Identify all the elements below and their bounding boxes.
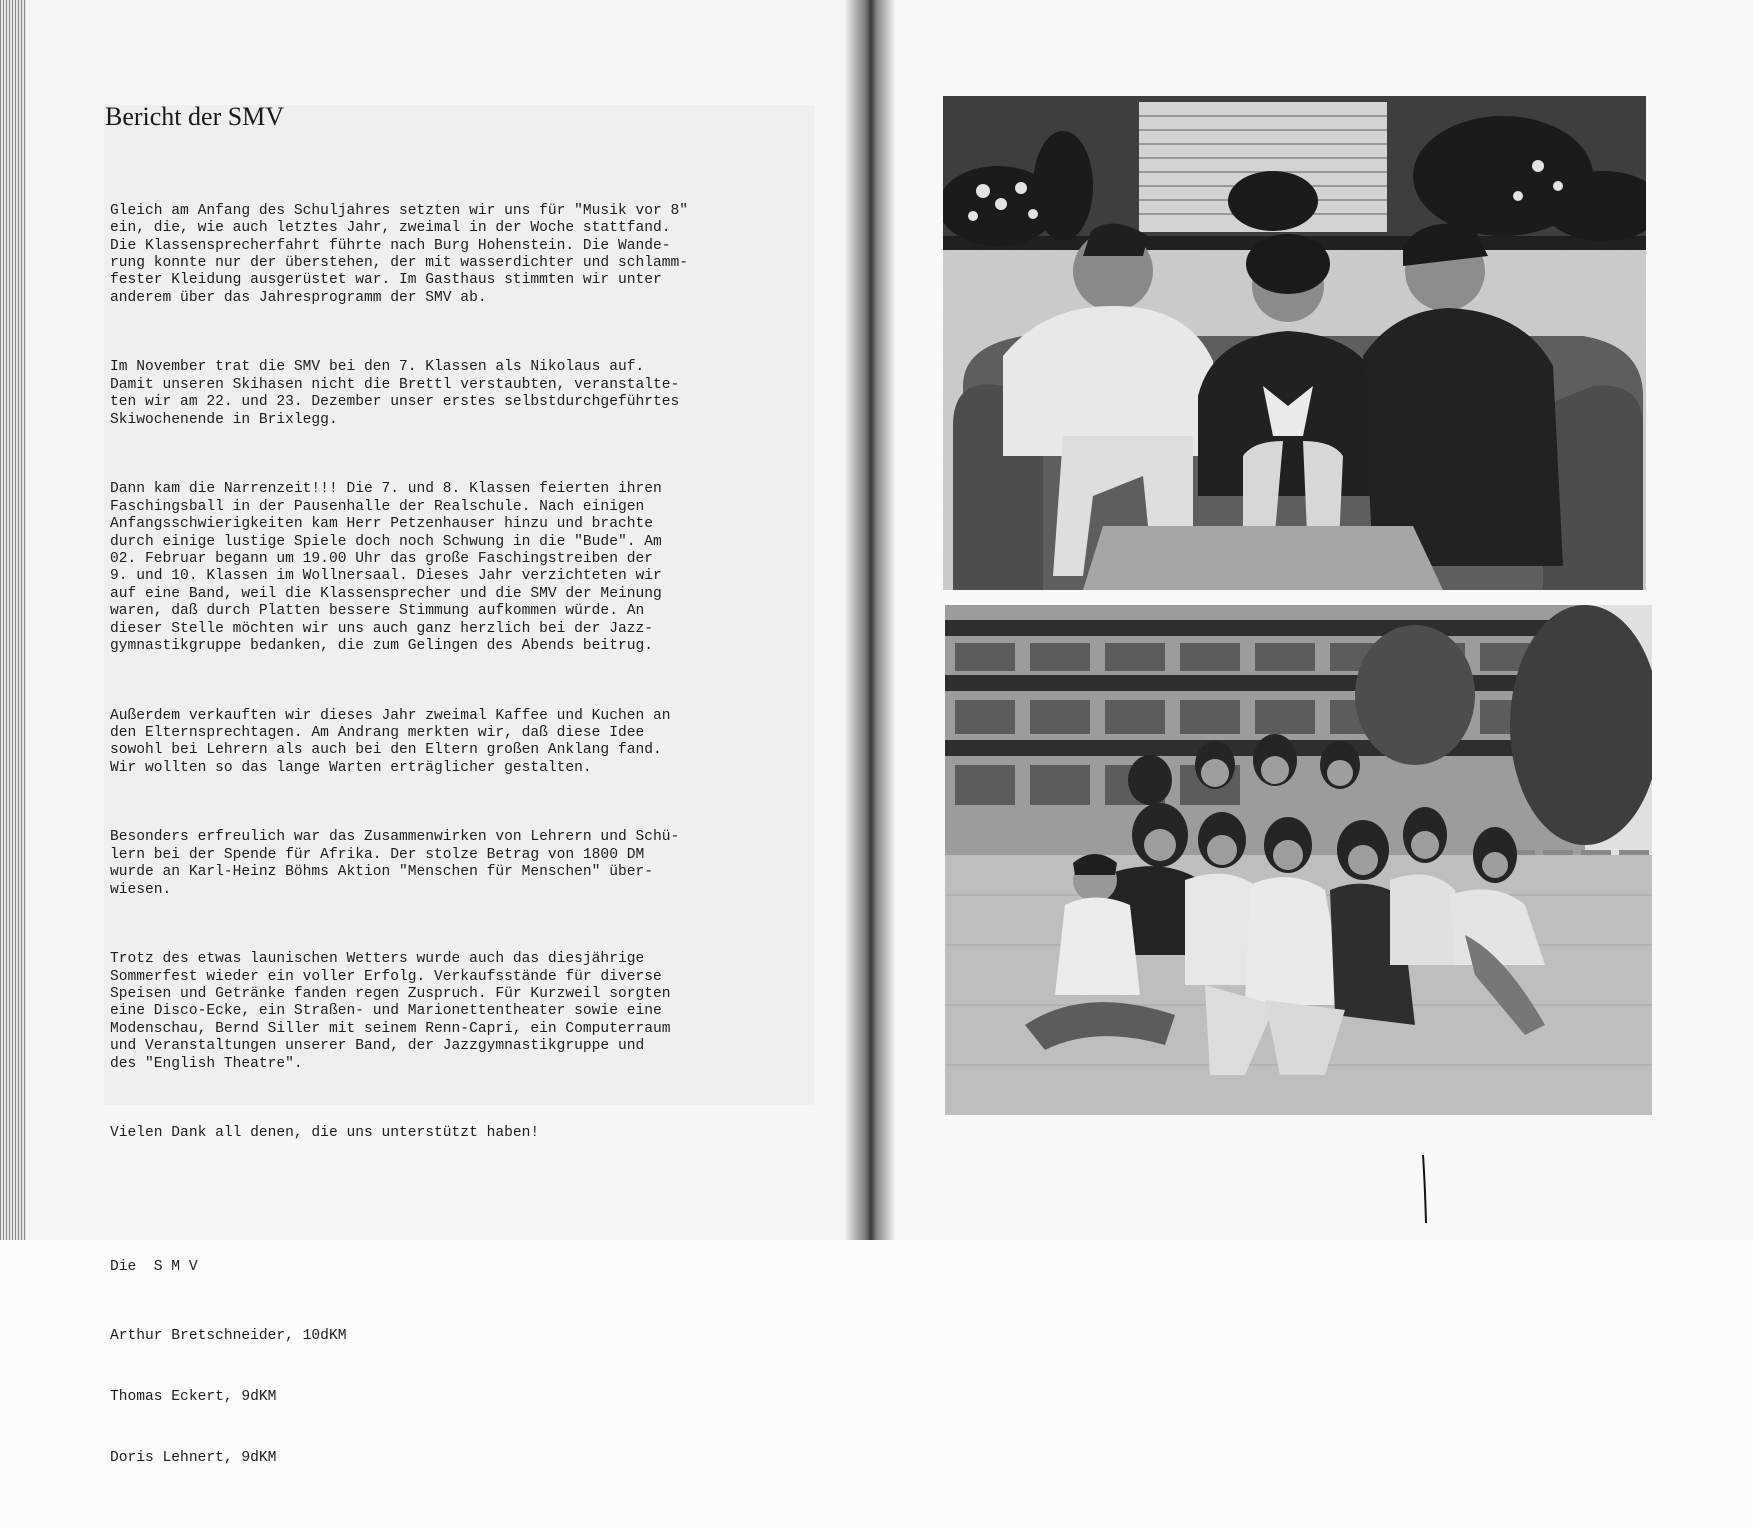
photo-group-in-schoolyard bbox=[945, 605, 1652, 1115]
signer-name: Arthur Bretschneider, 10dKM bbox=[110, 1328, 347, 1345]
photo-students-on-sofa bbox=[943, 96, 1646, 590]
pen-stroke-mark bbox=[1422, 1155, 1428, 1223]
paragraph-sommerfest: Trotz des etwas launischen Wetters wurde auch das diesjährige Sommerfest wieder ein voller Erfolg. Verkaufsstände für diverse Speisen und Getränke fanden regen Zuspruch. Für Kurzweil sorgten eine Disco-Ecke, ein Straßen- und Marionettentheater sowie eine Modenschau, Bernd Siller mit seinem Renn-Capri, ein Computerraum und Veranstaltungen unserer Band, der Jazzgymnastikgruppe und des "English Theatre". bbox=[110, 951, 671, 1072]
page-title: Bericht der SMV bbox=[105, 102, 285, 131]
paragraph-spende-afrika: Besonders erfreulich war das Zusammenwirken von Lehrern und Schü- lern bei der Spende für Afrika. Der stolze Betrag von 1800 DM wurde an Karl-Heinz Böhms Aktion "Menschen für Menschen" über- wiesen. bbox=[110, 829, 680, 898]
paragraph-kaffee-kuchen: Außerdem verkauften wir dieses Jahr zweimal Kaffee und Kuchen an den Elternsprechtagen. Am Andrang merkten wir, daß diese Idee sowohl bei Lehrern als auch bei den Eltern großen Anklang fand. Wir wollten so das lange Warten erträglicher gestalten. bbox=[110, 707, 671, 776]
closing-line: Die S M V bbox=[110, 1258, 198, 1275]
signer-name: Doris Lehnert, 9dKM bbox=[110, 1449, 277, 1466]
paragraph-fasching: Dann kam die Narrenzeit!!! Die 7. und 8. Klassen feierten ihren Faschingsball in der Pausenhalle der Realschule. Nach einigen Anfangsschwierigkeiten kam Herr Petzenhauser hinzu und brachte durch einige lustige Spiele doch noch Schwung in die "Bude". Am 02. Februar begann um 19.00 Uhr das große Faschingstreiben der 9. und 10. Klassen im Wollnersaal. Dieses Jahr verzichteten wir auf eine Band, weil die Klassensprecher und die SMV der Meinung waren, daß durch Platten bessere Stimmung aufkommen würde. An dieser Stelle möchten wir uns auch ganz herzlich bei der Jazz- gymnastikgruppe bedanken, die zum Gelingen des Abends beitrug. bbox=[110, 481, 662, 654]
signer-name: Thomas Eckert, 9dKM bbox=[110, 1389, 277, 1405]
paragraph-musik-vor-8: Gleich am Anfang des Schuljahres setzten wir uns für "Musik vor 8" ein, die, wie auch letztes Jahr, zweimal in der Woche stattfand. Die Klassensprecherfahrt führte nach Burg Hohenstein. Die Wande- rung konnte nur der überstehen, der mit wasserdichter und schlamm- fester Kleidung ausgerüstet war. Im Gasthaus stimmten wir unter anderem über das Jahresprogramm der SMV ab. bbox=[110, 202, 689, 306]
paragraph-nikolaus: Im November trat die SMV bei den 7. Klassen als Nikolaus auf. Damit unseren Skihasen nicht die Brettl verstaubten, veranstalte- ten wir am 22. und 23. Dezember unser erstes selbstdurchgeführtes Skiwochenende in Brixlegg. bbox=[110, 359, 680, 428]
report-body bbox=[110, 168, 830, 1528]
signature-block bbox=[110, 1224, 830, 1511]
book-page-edges bbox=[0, 0, 26, 1240]
paragraph-dank: Vielen Dank all denen, die uns unterstützt haben! bbox=[110, 1125, 540, 1142]
book-gutter bbox=[845, 0, 895, 1240]
